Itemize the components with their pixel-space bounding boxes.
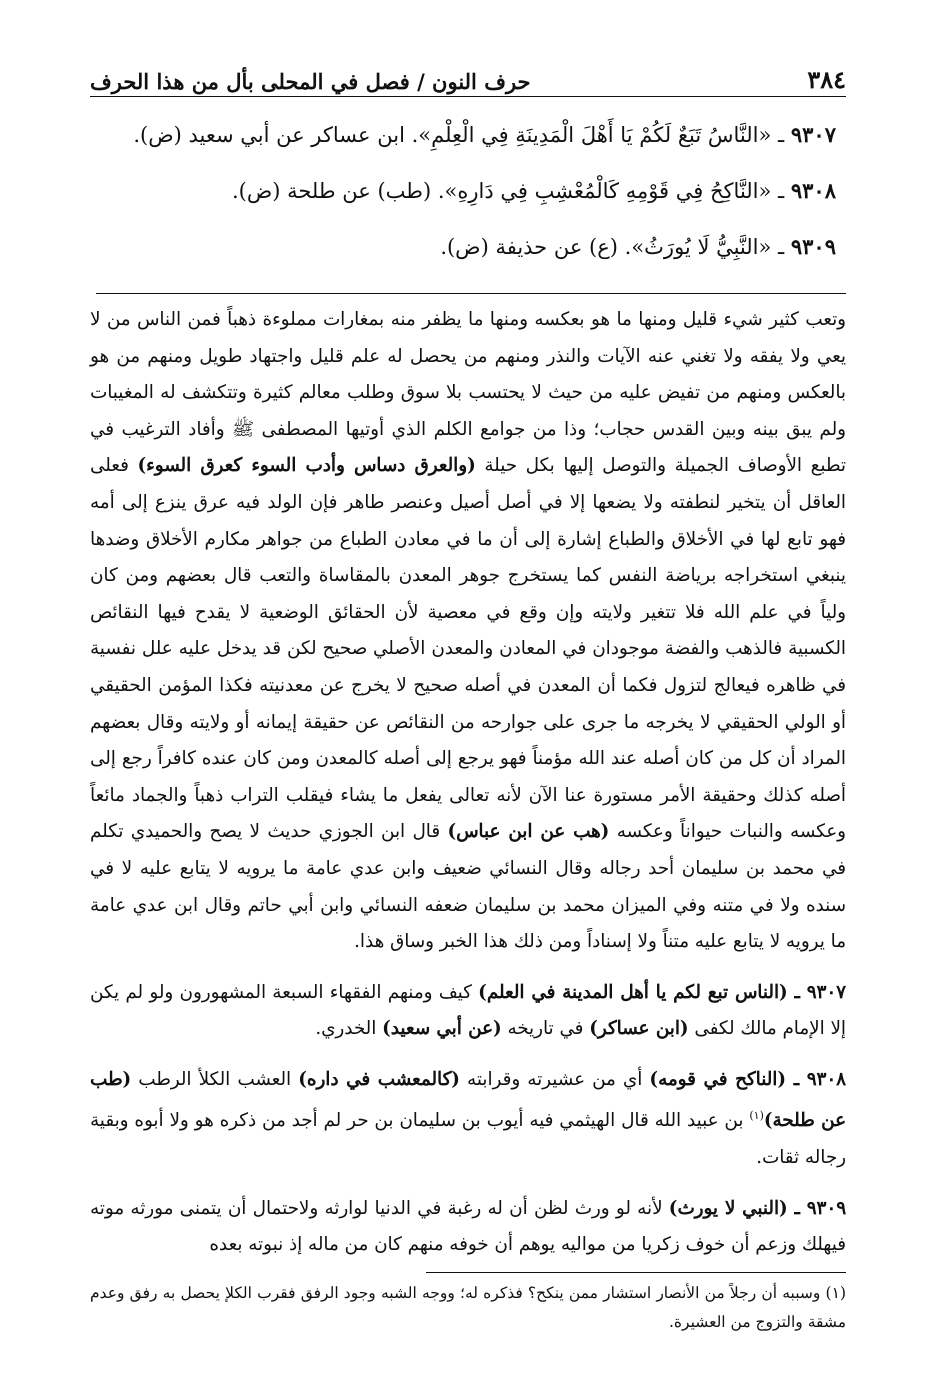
commentary-citation: (ابن عساكر) [589,1018,689,1040]
page [90,52,846,1337]
commentary-paragraph [90,302,846,961]
hadith-number: ٩٣٠٧ [790,122,836,147]
hadith-number: ٩٣٠٩ [790,234,836,259]
hadith-source: (ع) عن حذيفة (ض). [440,235,618,259]
hadith-text: «النَّاسُ تَبَعٌ لَكُمْ يَا أَهْلَ الْمَدِينَةِ فِي الْعِلْمِ». [411,123,772,147]
commentary [90,302,846,1264]
commentary-text: لأنه لو ورث لظن أن له رغبة في الدنيا لوارثه ولاحتمال أن يتمنى مورثه موته فيهلك وزعم أن خوف زكريا من مواليه يوهم أن خوفه منهم كان من ماله إذ نبوته بعده [90,1197,846,1256]
commentary-text: في تاريخه [507,1018,584,1040]
commentary-text: الخدري. [315,1018,377,1040]
page-number: ٣٨٤ [807,65,846,94]
commentary-citation: (هب عن ابن عباس) [447,821,610,843]
commentary-paragraph [90,975,846,1048]
footnote-marker[interactable]: (١) [749,1109,764,1123]
hadith-item: ٩٣٠٩ ـ «النَّبِيُّ لَا يُورَثُ». (ع) عن حذيفة (ض). [440,234,836,259]
commentary-paragraph [90,1191,846,1264]
commentary-quote: (كالمعشب في داره) [298,1068,460,1090]
commentary-text: بن عبيد الله قال الهيثمي فيه أيوب بن سليمان بن حر لم أجد من ذكره هو ولا أبوه وبقية رجاله ثقات. [90,1110,846,1169]
hadith-source: ابن عساكر عن أبي سعيد (ض). [133,123,405,147]
commentary-paragraph [90,1062,846,1177]
commentary-heading: ٩٣٠٨ ـ (الناكح في قومه) [649,1068,846,1090]
footnote: (١) وسببه أن رجلاً من الأنصار استشار ممن ينكح؟ فذكره له؛ ووجه الشبه وجود الرفق فقرب الكلإ يحصل به رفق وعدم مشقة والتزوج من العشيرة. [90,1283,846,1331]
hadith-source: (طب) عن طلحة (ض). [231,179,432,203]
commentary-heading: ٩٣٠٧ ـ (الناس تبع لكم يا أهل المدينة في العلم) [478,981,846,1003]
commentary-citation: (طب عن طلحة) [90,1068,846,1132]
hadith-text: «النَّاكِحُ فِي قَوْمِهِ كَالْمُعْشِبِ فِي دَارِهِ». [437,179,772,203]
hadith-item: ٩٣٠٨ ـ «النَّاكِحُ فِي قَوْمِهِ كَالْمُعْشِبِ فِي دَارِهِ». (طب) عن طلحة (ض). [231,178,836,203]
commentary-text: وتعب كثير شيء قليل ومنها ما هو بعكسه ومنها ما يظفر منه بمغارات مملوءة ذهباً فمن الناس من لا يعي ولا يفقه ولا تغني عنه الآيات والنذر ومنهم من يحصل له علم قليل واجتهاد طويل ومنهم من هو بالعكس ومنهم من تفيض عليه من حيث لا يحتسب بلا سوق وطلب معالم كثيرة وتتكشف له المغيبات ولم يبق بينه وبين القدس حجاب؛ وذا من جوامع الكلم الذي أوتيها المصطفى ﷺ وأفاد الترغيب في تطبع الأوصاف الجميلة والتوصل إليها بكل حيلة [90,309,846,477]
hadith-text: «النَّبِيُّ لَا يُورَثُ». [624,235,772,259]
hadith-item: ٩٣٠٧ ـ «النَّاسُ تَبَعٌ لَكُمْ يَا أَهْلَ الْمَدِينَةِ فِي الْعِلْمِ». ابن عساكر عن أبي سعيد (ض). [133,122,836,147]
section-divider [96,293,846,294]
commentary-text: أي من عشيرته وقرابته [467,1068,643,1090]
commentary-heading: ٩٣٠٩ ـ (النبي لا يورث) [668,1197,847,1219]
page-header [90,52,846,97]
commentary-text: كيف ومنهم الفقهاء السبعة المشهورون ولو لم يكن إلا الإمام مالك لكفى [90,981,846,1040]
running-title: حرف النون / فصل في المحلى بأل من هذا الحرف [90,69,531,94]
commentary-quote: (والعرق دساس وأدب السوء كعرق السوء) [137,455,476,477]
commentary-citation: (عن أبي سعيد) [382,1018,502,1040]
hadith-number: ٩٣٠٨ [790,178,836,203]
hadith-list [90,107,846,275]
footnote-divider [426,1272,846,1273]
commentary-text: قال ابن الجوزي حديث لا يصح والحميدي تكلم في محمد بن سليمان أحد رجاله وقال النسائي ضعيف وابن عدي عامة ما يرويه لا يتابع عليه لا في سنده ولا في متنه وفي الميزان محمد بن سليمان ضعفه النسائي وابن أبي حاتم وقال ابن عدي عامة ما يرويه لا يتابع عليه متناً ولا إسناداً ومن ذلك هذا الخبر وساق هذا. [90,821,846,953]
commentary-text: العشب الكلأ الرطب [138,1068,292,1090]
commentary-text: فعلى العاقل أن يتخير لنطفته ولا يضعها إلا في أصل أصيل وعنصر طاهر فإن الولد فيه عرق ينزع إلى أمه فهو تابع لها في الأخلاق والطباع إشارة إلى أن ما في معادن الطباع من جواهر مكارم الأخلاق وضدها ينبغي استخراجه برياضة النفس كما يستخرج جوهر المعدن بالمقاساة والتعب قال بعضهم ومن كان ولياً في علم الله فلا تتغير ولايته وإن وقع في معصية لأن الحقائق الوضعية لا يقدح فيها النقائص الكسبية فالذهب والفضة موجودان في المعادن والمعدن الأصلي صحيح لكن قد يدخل عليه علل نفسية في ظاهره فيعالج لتزول فكما أن المعدن في أصله صحيح لا يخرج عن معدنيته فكذا المؤمن الحقيقي أو الولي الحقيقي لا يخرجه ما جرى على جوارحه من النقائص عن حقيقة إيمانه أو ولايته وقال بعضهم المراد أن كل من كان أصله عند الله مؤمناً فهو يرجع إلى أصله كالمعدن ومن كان عنده كافراً رجع إلى أصله كذلك وحقيقة الأمر مستورة عنا الآن لأنه تعالى يفعل ما يشاء فيقلب التراب ذهباً والجماد مائعاً وعكسه والنبات حيواناً وعكسه [90,455,847,843]
